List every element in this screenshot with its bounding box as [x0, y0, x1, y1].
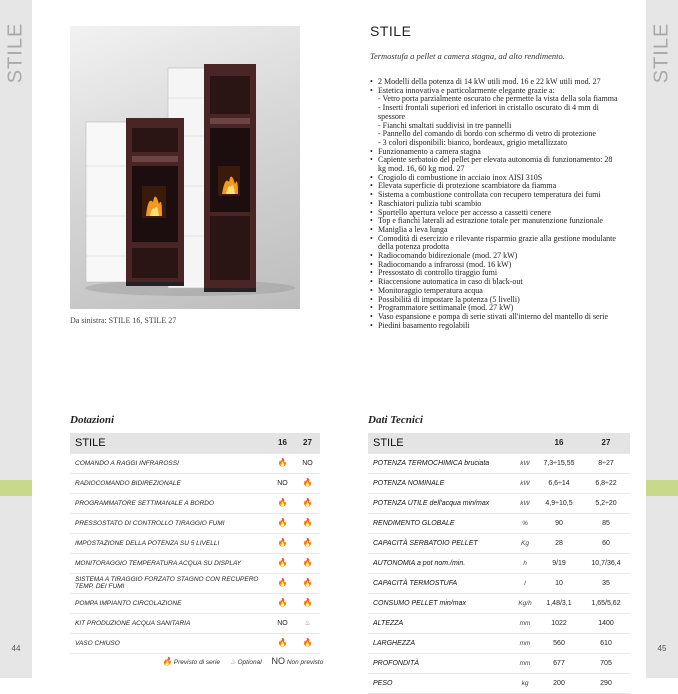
standard-flame-icon: 🔥 [295, 553, 320, 573]
dotazioni-header-name: STILE [70, 433, 270, 453]
dotazioni-row [70, 553, 320, 573]
dati-row-value-27: 1,65/5,62 [582, 593, 630, 613]
feature-item: • Possibilità di impostare la potenza (5 livelli) [370, 296, 620, 305]
dati-row [368, 653, 630, 673]
optional-icon: ♨ [295, 613, 320, 633]
dotazioni-row [70, 473, 320, 493]
dati-row-value-16: 6,6÷14 [536, 473, 582, 493]
dati-row-value-27: 10,7/36,4 [582, 553, 630, 573]
feature-item: • Vaso espansione e pompa di serie stivati all'interno del mantello di serie [370, 313, 620, 322]
dotazioni-row [70, 593, 320, 613]
dati-row-unit: mm [514, 653, 536, 673]
dati-row-value-27: 1400 [582, 613, 630, 633]
dati-header-16: 16 [536, 433, 582, 453]
dotazioni-row-name: SISTEMA A TIRAGGIO FORZATO STAGNO CON RECUPERO TEMP. DEI FUMI [70, 573, 270, 593]
standard-flame-icon: 🔥 [295, 573, 320, 593]
dotazioni-row-name: IMPOSTAZIONE DELLA POTENZA SU 5 LIVELLI [70, 533, 270, 553]
dati-row [368, 533, 630, 553]
standard-flame-icon: 🔥 [270, 533, 295, 553]
not-provided-mark: NO [270, 473, 295, 493]
feature-item: • Radiocomando bidirezionale (mod. 27 kW) [370, 252, 620, 261]
feature-item: • Maniglia a leva lunga [370, 226, 620, 235]
left-section-tab [0, 480, 32, 496]
dati-row [368, 673, 630, 693]
dotazioni-row-name: RADIOCOMANDO BIDIREZIONALE [70, 473, 270, 493]
photo-caption: Da sinistra: STILE 16, STILE 27 [70, 316, 177, 325]
standard-flame-icon: 🔥 [270, 553, 295, 573]
dati-row-value-16: 90 [536, 513, 582, 533]
standard-flame-icon: 🔥 [270, 633, 295, 653]
dati-row-unit: % [514, 513, 536, 533]
dati-row-value-16: 4,9÷10,5 [536, 493, 582, 513]
dati-row-name: POTENZA NOMINALE [368, 473, 514, 493]
dati-row-unit: h [514, 553, 536, 573]
dati-row-unit: mm [514, 633, 536, 653]
feature-item: • Funzionamento a camera stagna [370, 148, 620, 157]
dati-tecnici-heading: Dati Tecnici [368, 414, 423, 426]
left-page-strip [0, 0, 32, 678]
dotazioni-row-name: MONITORAGGIO TEMPERATURA ACQUA SU DISPLAY [70, 553, 270, 573]
dotazioni-header-row [70, 433, 320, 453]
feature-item: • Pressostato di controllo tiraggio fumi [370, 269, 620, 278]
feature-item: • Top e fianchi laterali ad estrazione totale per manutenzione funzionale [370, 217, 620, 226]
dati-row-value-27: 705 [582, 653, 630, 673]
feature-subitem: - Vetro porta parzialmente oscurato che permette la vista della sola fiamma [378, 94, 618, 104]
dati-row-unit: kg [514, 673, 536, 693]
dati-row [368, 553, 630, 573]
dati-row [368, 613, 630, 633]
page-subtitle: Termostufa a pellet a camera stagna, ad alto rendimento. [370, 51, 565, 61]
standard-flame-icon: 🔥 [295, 513, 320, 533]
standard-flame-icon: 🔥 [270, 593, 295, 613]
dotazioni-row [70, 633, 320, 653]
dati-row-unit: mm [514, 613, 536, 633]
right-page-strip [646, 0, 678, 678]
feature-item: • Sistema a combustione controllata con recupero temperatura dei fumi [370, 191, 620, 200]
dati-row [368, 493, 630, 513]
dati-row-name: LARGHEZZA [368, 633, 514, 653]
dati-row-value-16: 28 [536, 533, 582, 553]
dati-row-unit: kW [514, 473, 536, 493]
legend-standard: 🔥 Previsto di serie [162, 657, 221, 666]
dati-row-name: POTENZA TERMOCHIMICA bruciata [368, 453, 514, 473]
dati-row-unit: kW [514, 493, 536, 513]
dotazioni-row [70, 573, 320, 593]
right-strip-label: STILE [650, 22, 673, 84]
dotazioni-row-name: COMANDO A RAGGI INFRAROSSI [70, 453, 270, 473]
left-strip-label: STILE [4, 22, 27, 84]
legend-optional: ♨ Optional [229, 659, 262, 666]
dati-row-unit: Kg/h [514, 593, 536, 613]
left-page-number: 44 [11, 644, 21, 653]
optional-flame-icon: ♨ [229, 659, 236, 666]
dati-row [368, 453, 630, 473]
dati-row-name: PROFONDITÀ [368, 653, 514, 673]
dotazioni-row [70, 533, 320, 553]
dati-tecnici-table [368, 433, 630, 694]
feature-item: • Estetica innovativa e particolarmente elegante grazie a: [370, 87, 620, 96]
dati-row-value-27: 5,2÷20 [582, 493, 630, 513]
dati-row-value-16: 7,3÷15,55 [536, 453, 582, 473]
feature-item: • Capiente serbatoio del pellet per elevata autonomia di funzionamento: 28 kg mod. 16, 60 kg mod. 27 [370, 156, 620, 173]
flame-icon: 🔥 [162, 657, 172, 666]
legend-not-provided: NO Non previsto [271, 656, 324, 666]
standard-flame-icon: 🔥 [270, 453, 295, 473]
dati-row-value-16: 10 [536, 573, 582, 593]
dati-row-value-16: 9/19 [536, 553, 582, 573]
dati-row [368, 593, 630, 613]
dati-row-unit: Kg [514, 533, 536, 553]
right-section-tab [646, 480, 678, 496]
dati-row [368, 473, 630, 493]
feature-subitem: - Pannello del comando di bordo con schermo di vetro di protezione [378, 129, 596, 139]
feature-item: • Programmatore settimanale (mod. 27 kW) [370, 304, 620, 313]
dati-row [368, 633, 630, 653]
not-provided-mark: NO [295, 453, 320, 473]
standard-flame-icon: 🔥 [270, 493, 295, 513]
feature-item: • 2 Modelli della potenza di 14 kW utili mod. 16 e 22 kW utili mod. 27 [370, 78, 620, 87]
feature-item: • Elevata superficie di protezione scambiatore da fiamma [370, 182, 620, 191]
feature-subitem: - Fianchi smaltati suddivisi in tre pannelli [378, 120, 512, 130]
feature-item: • Raschiatori pulizia tubi scambio [370, 200, 620, 209]
dotazioni-header-27: 27 [295, 433, 320, 453]
standard-flame-icon: 🔥 [295, 493, 320, 513]
dati-header-27: 27 [582, 433, 630, 453]
not-provided-mark: NO [270, 613, 295, 633]
dati-row [368, 573, 630, 593]
stoves-illustration [70, 26, 300, 309]
dati-row-name: CAPACITÀ TERMOSTUFA [368, 573, 514, 593]
dati-row-name: CONSUMO PELLET min/max [368, 593, 514, 613]
dati-row-value-16: 677 [536, 653, 582, 673]
dati-row-value-16: 560 [536, 633, 582, 653]
feature-subitem: - Inserti frontali superiori ed inferiori in cristallo oscurato di 4 mm di spessore [378, 103, 599, 121]
dati-row-name: PESO [368, 673, 514, 693]
dotazioni-heading: Dotazioni [70, 414, 115, 426]
feature-item: • Sportello apertura veloce per accesso a cassetti cenere [370, 209, 620, 218]
dati-row-name: AUTONOMIA a pot nom./min. [368, 553, 514, 573]
feature-subitem: - 3 colori disponibili: bianco, bordeaux, grigio metallizzato [378, 137, 568, 147]
feature-item: • Crogiolo di combustione in acciaio inox AISI 310S [370, 174, 620, 183]
right-page-number: 45 [657, 644, 667, 653]
dati-row-value-16: 1,48/3,1 [536, 593, 582, 613]
feature-item: • Piedini basamento regolabili [370, 322, 620, 331]
standard-flame-icon: 🔥 [270, 573, 295, 593]
standard-flame-icon: 🔥 [295, 533, 320, 553]
standard-flame-icon: 🔥 [295, 473, 320, 493]
dati-row-value-27: 85 [582, 513, 630, 533]
page-title: STILE [370, 23, 412, 39]
dotazioni-row [70, 613, 320, 633]
dotazioni-row-name: VASO CHIUSO [70, 633, 270, 653]
feature-item: • Comodità di esercizio e rilevante risparmio grazie alla gestione modulante della potenza prodotta [370, 235, 620, 252]
feature-item: • Riaccensione automatica in caso di black-out [370, 278, 620, 287]
product-photo [70, 26, 300, 309]
standard-flame-icon: 🔥 [270, 513, 295, 533]
features-list [370, 78, 620, 330]
dotazioni-legend [162, 656, 331, 666]
dotazioni-table [70, 433, 320, 654]
dati-row-value-27: 60 [582, 533, 630, 553]
stile-16-stove [86, 118, 184, 286]
dati-row-name: ALTEZZA [368, 613, 514, 633]
dati-row-value-27: 35 [582, 573, 630, 593]
dotazioni-row [70, 513, 320, 533]
dati-row-value-27: 6,8÷22 [582, 473, 630, 493]
feature-item: • Radiocomando a infrarossi (mod. 16 kW) [370, 261, 620, 270]
dati-row-name: RENDIMENTO GLOBALE [368, 513, 514, 533]
dotazioni-row [70, 493, 320, 513]
dati-row-value-16: 1022 [536, 613, 582, 633]
dati-row-name: POTENZA UTILE dell'acqua min/max [368, 493, 514, 513]
dotazioni-header-16: 16 [270, 433, 295, 453]
standard-flame-icon: 🔥 [295, 593, 320, 613]
dati-row-value-27: 290 [582, 673, 630, 693]
dati-row-value-27: 8÷27 [582, 453, 630, 473]
dati-row [368, 513, 630, 533]
dotazioni-row [70, 453, 320, 473]
dotazioni-row-name: POMPA IMPIANTO CIRCOLAZIONE [70, 593, 270, 613]
dotazioni-row-name: PRESSOSTATO DI CONTROLLO TIRAGGIO FUMI [70, 513, 270, 533]
dati-row-value-16: 200 [536, 673, 582, 693]
dati-row-name: CAPACITÀ SERBATOIO PELLET [368, 533, 514, 553]
feature-item: • Monitoraggio temperatura acqua [370, 287, 620, 296]
dati-row-unit: kW [514, 453, 536, 473]
dati-row-value-27: 610 [582, 633, 630, 653]
dati-row-unit: l [514, 573, 536, 593]
dotazioni-row-name: KIT PRODUZIONE ACQUA SANITARIA [70, 613, 270, 633]
dotazioni-row-name: PROGRAMMATORE SETTIMANALE A BORDO [70, 493, 270, 513]
dati-header-name: STILE [368, 433, 514, 453]
dati-header-row [368, 433, 630, 453]
standard-flame-icon: 🔥 [295, 633, 320, 653]
